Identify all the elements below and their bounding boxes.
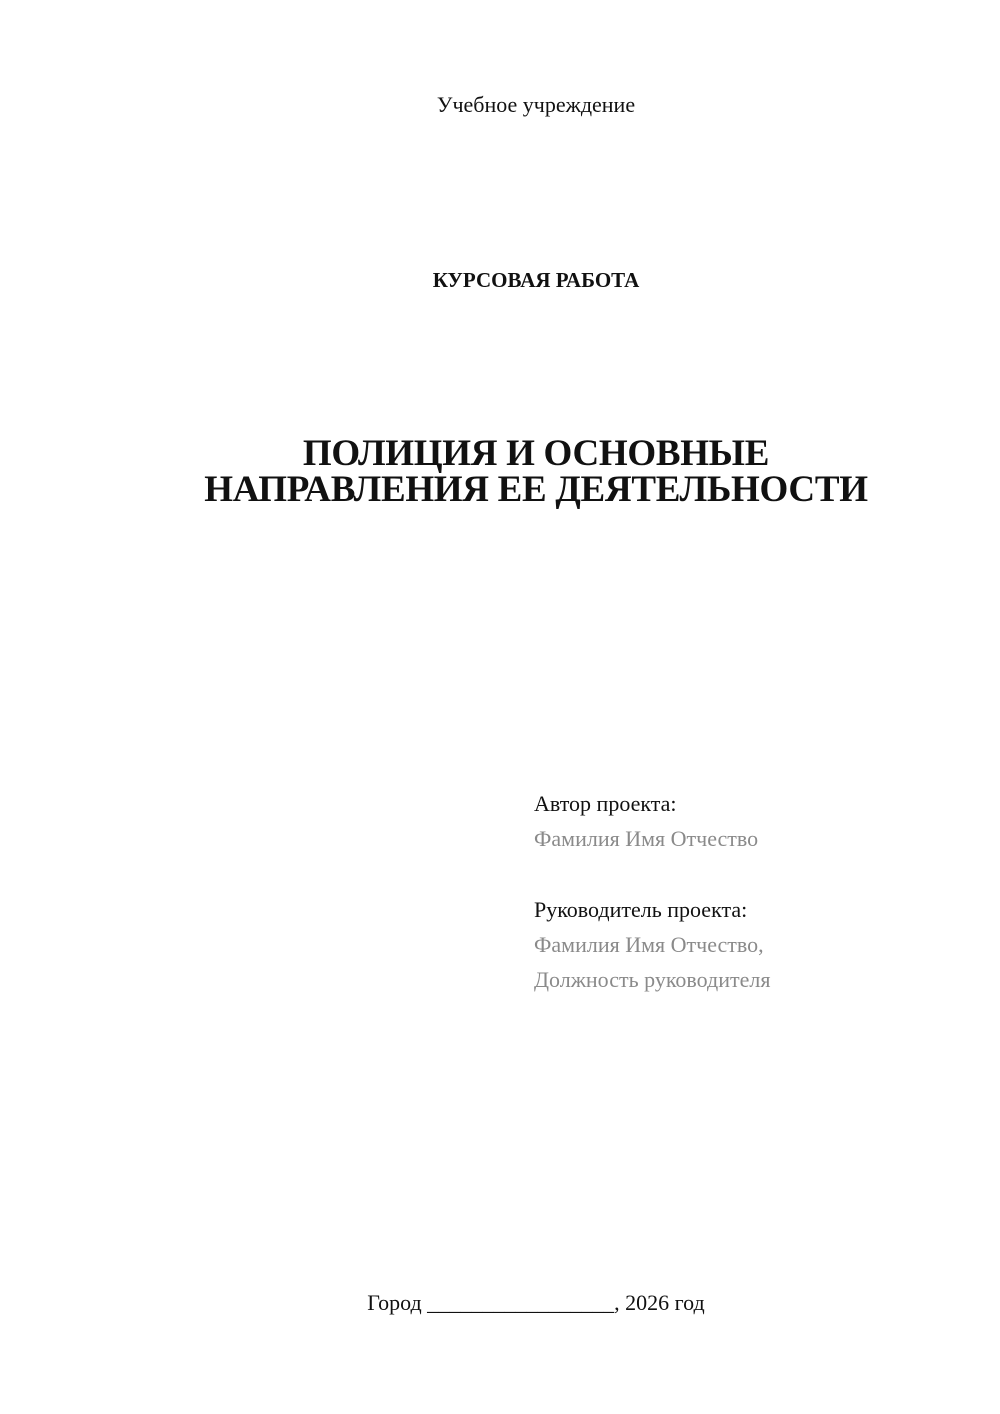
year: , 2026 год xyxy=(614,1290,705,1315)
supervisor-position: Должность руководителя xyxy=(534,967,771,992)
author-block xyxy=(534,786,758,856)
title-line: НАПРАВЛЕНИЯ ЕЕ ДЕЯТЕЛЬНОСТИ xyxy=(204,469,868,510)
work-type: КУРСОВАЯ РАБОТА xyxy=(432,268,640,292)
institution: Учебное учреждение xyxy=(436,92,636,117)
supervisor-name: Фамилия Имя Отчество, xyxy=(534,932,764,957)
supervisor-block xyxy=(534,892,770,997)
city-year-line xyxy=(36,1290,1000,1316)
supervisor-label: Руководитель проекта: xyxy=(534,897,748,922)
author-label: Автор проекта: xyxy=(534,791,677,816)
city-blank: _________________ xyxy=(427,1290,615,1315)
author-name: Фамилия Имя Отчество xyxy=(534,826,759,851)
city-label: Город xyxy=(367,1290,422,1315)
document-title xyxy=(36,433,1000,510)
title-line: ПОЛИЦИЯ И ОСНОВНЫЕ xyxy=(302,433,770,474)
